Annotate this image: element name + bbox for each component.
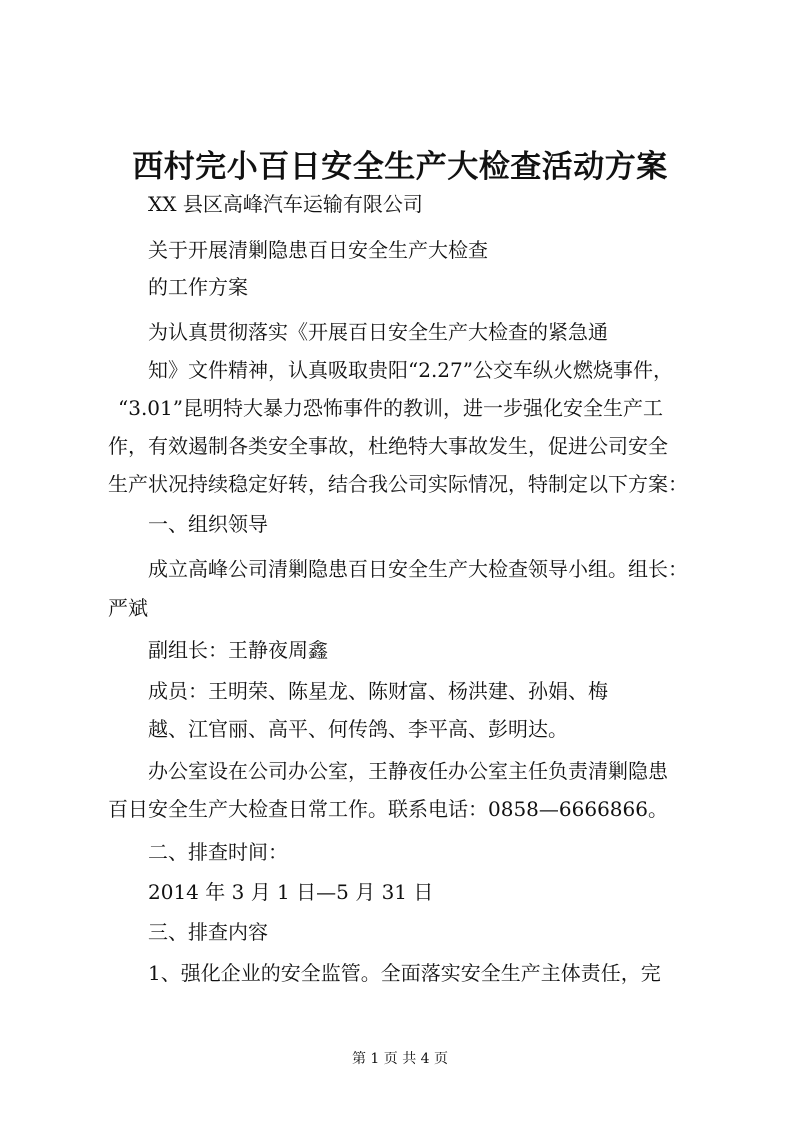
page-footer: 第 1 页 共 4 页 xyxy=(351,1051,449,1067)
body-paragraph-line: 越、江官丽、高平、何传鸽、李平高、彭明达。 xyxy=(148,717,568,741)
body-paragraph-line: 生产状况持续稳定好转，结合我公司实际情况，特制定以下方案： xyxy=(108,472,688,496)
section-heading-schedule: 二、排查时间： xyxy=(148,840,288,864)
body-paragraph-line: 办公室设在公司办公室，王静夜任办公室主任负责清剿隐患 xyxy=(148,759,668,783)
body-paragraph-line: 为认真贯彻落实《开展百日安全生产大检查的紧急通 xyxy=(148,320,608,344)
body-paragraph-line: 百日安全生产大检查日常工作。联系电话：0858—6666866。 xyxy=(108,797,668,821)
body-paragraph-line: 严斌 xyxy=(108,596,148,620)
section-heading-content: 三、排查内容 xyxy=(148,920,268,944)
body-paragraph-line: “3.01”昆明特大暴力恐怖事件的教训，进一步强化安全生产工 xyxy=(118,396,663,420)
body-paragraph-line: 1、强化企业的安全监管。全面落实安全生产主体责任，完 xyxy=(148,961,661,985)
body-paragraph-line: 成立高峰公司清剿隐患百日安全生产大检查领导小组。组长： xyxy=(148,557,688,581)
section-heading-organization: 一、组织领导 xyxy=(148,512,268,536)
schedule-date-line: 2014 年 3 月 1 日—5 月 31 日 xyxy=(148,880,434,904)
document-title: 西村完小百日安全生产大检查活动方案 xyxy=(132,149,668,185)
body-paragraph-line: 作，有效遏制各类安全事故，杜绝特大事故发生，促进公司安全 xyxy=(108,434,668,458)
body-paragraph-line: 副组长：王静夜周鑫 xyxy=(148,638,328,662)
plan-subtitle-line-2: 的工作方案 xyxy=(148,275,248,299)
plan-subtitle-line-1: 关于开展清剿隐患百日安全生产大检查 xyxy=(148,238,488,262)
body-paragraph-line: 知》文件精神，认真吸取贵阳“2.27”公交车纵火燃烧事件， xyxy=(148,358,673,382)
body-paragraph-line: 成员：王明荣、陈星龙、陈财富、杨洪建、孙娟、梅 xyxy=(148,679,608,703)
company-name-line: XX 县区高峰汽车运输有限公司 xyxy=(148,192,423,216)
